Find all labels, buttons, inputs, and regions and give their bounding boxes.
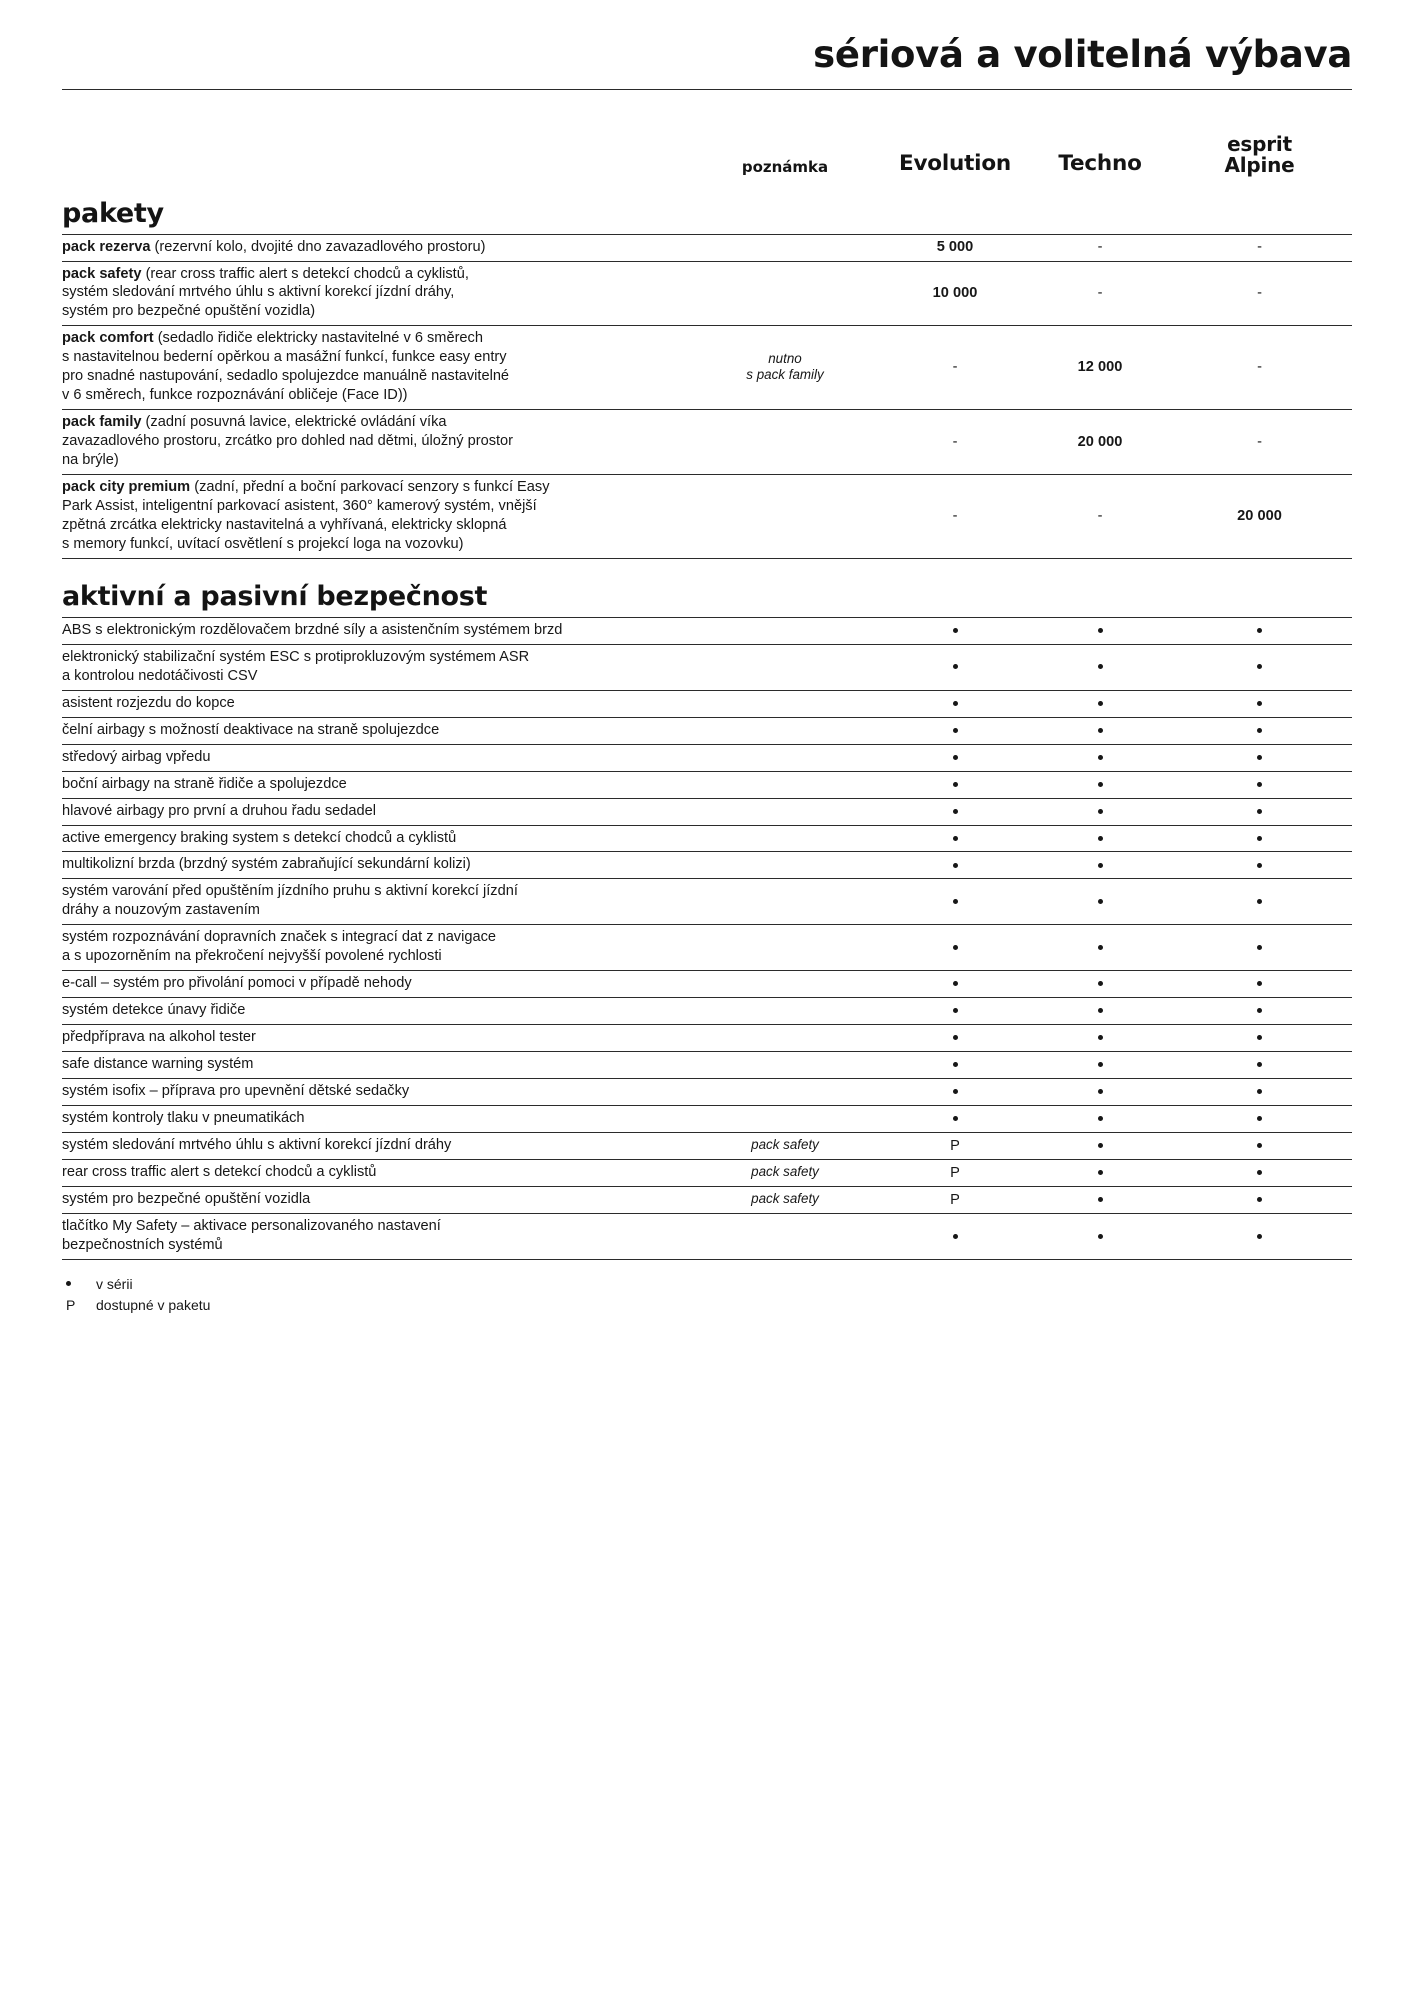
- value-evolution: [877, 879, 1033, 925]
- value-esprit-alpine: [1167, 1133, 1352, 1160]
- feature-label: systém detekce únavy řidiče: [62, 998, 693, 1025]
- page-title: sériová a volitelná výbava: [813, 33, 1352, 76]
- standard-dot-icon: [1098, 836, 1103, 841]
- feature-label: předpříprava na alkohol tester: [62, 1025, 693, 1052]
- value-evolution: [877, 1079, 1033, 1106]
- value-techno: -: [1033, 261, 1167, 326]
- value-techno: [1033, 1052, 1167, 1079]
- standard-dot-icon: [953, 664, 958, 669]
- value-esprit-alpine: [1167, 744, 1352, 771]
- feature-label: pack safety (rear cross traffic alert s detekcí chodců a cyklistů, systém sledování mrtvého úhlu s aktivní korekcí jízdní dráhy, systém pro bezpečné opuštění vozidla): [62, 261, 693, 326]
- feature-label: tlačítko My Safety – aktivace personalizovaného nastavení bezpečnostních systémů: [62, 1214, 693, 1260]
- standard-dot-icon: [1257, 782, 1262, 787]
- table-row: [62, 234, 1352, 261]
- feature-label: ABS s elektronickým rozdělovačem brzdné síly a asistenčním systémem brzd: [62, 617, 693, 644]
- standard-dot-icon: [1098, 782, 1103, 787]
- feature-label: pack comfort (sedadlo řidiče elektricky nastavitelné v 6 směrech s nastavitelnou bederní opěrkou a masážní funkcí, funkce easy entry pro snadné nastupování, sedadlo spolujezdce manuálně nastavitelné v 6 směrech, funkce rozpoznávání obličeje (Face ID)): [62, 326, 693, 410]
- standard-dot-icon: [953, 863, 958, 868]
- value-techno: [1033, 852, 1167, 879]
- standard-dot-icon: [1257, 1143, 1262, 1148]
- feature-label: pack city premium (zadní, přední a boční parkovací senzory s funkcí Easy Park Assist, inteligentní parkovací asistent, 360° kamerový systém, vnější zpětná zrcátka elektricky nastavitelná a vyhřívaná, elektricky sklopná s memory funkcí, uvítací osvětlení s projekcí loga na vozovku): [62, 475, 693, 559]
- standard-dot-icon: [953, 755, 958, 760]
- table-row: [62, 971, 1352, 998]
- table-row: [62, 1079, 1352, 1106]
- value-techno: [1033, 971, 1167, 998]
- value-evolution: P: [877, 1187, 1033, 1214]
- value-evolution: [877, 771, 1033, 798]
- legend-text: v sérii: [96, 1275, 133, 1292]
- document-header: [62, 0, 1352, 90]
- standard-dot-icon: [1098, 728, 1103, 733]
- feature-label: systém kontroly tlaku v pneumatikách: [62, 1106, 693, 1133]
- standard-dot-icon: [1257, 1089, 1262, 1094]
- feature-label: e-call – systém pro přivolání pomoci v případě nehody: [62, 971, 693, 998]
- feature-name: pack rezerva: [62, 238, 151, 255]
- standard-dot-icon: [1098, 1035, 1103, 1040]
- feature-note: [693, 771, 877, 798]
- value-evolution: 5 000: [877, 234, 1033, 261]
- standard-dot-icon: [1098, 809, 1103, 814]
- feature-note: pack safety: [693, 1133, 877, 1160]
- value-esprit-alpine: [1167, 798, 1352, 825]
- standard-dot-icon: [1257, 755, 1262, 760]
- value-esprit-alpine: [1167, 1187, 1352, 1214]
- value-evolution: [877, 998, 1033, 1025]
- value-techno: [1033, 1106, 1167, 1133]
- value-evolution: [877, 1106, 1033, 1133]
- standard-dot-icon: [1257, 628, 1262, 633]
- table-row: [62, 1106, 1352, 1133]
- table-row: [62, 644, 1352, 690]
- table-row: [62, 1214, 1352, 1260]
- standard-dot-icon: [953, 701, 958, 706]
- feature-note: [693, 644, 877, 690]
- feature-note: [693, 1025, 877, 1052]
- standard-dot-icon: [953, 1116, 958, 1121]
- feature-note: [693, 925, 877, 971]
- section-title: pakety: [62, 197, 164, 229]
- feature-note: pack safety: [693, 1187, 877, 1214]
- standard-dot-icon: [1098, 899, 1103, 904]
- value-techno: [1033, 1025, 1167, 1052]
- value-evolution: [877, 971, 1033, 998]
- standard-dot-icon: [953, 782, 958, 787]
- value-evolution: [877, 717, 1033, 744]
- standard-dot-icon: [1098, 1008, 1103, 1013]
- feature-label: multikolizní brzda (brzdný systém zabraňující sekundární kolizi): [62, 852, 693, 879]
- value-techno: -: [1033, 234, 1167, 261]
- standard-dot-icon: [1257, 863, 1262, 868]
- feature-note: pack safety: [693, 1160, 877, 1187]
- feature-note: nutno s pack family: [693, 326, 877, 410]
- value-evolution: P: [877, 1160, 1033, 1187]
- standard-dot-icon: [1257, 664, 1262, 669]
- value-esprit-alpine: [1167, 852, 1352, 879]
- feature-label: čelní airbagy s možností deaktivace na straně spolujezdce: [62, 717, 693, 744]
- standard-dot-icon: [953, 836, 958, 841]
- value-esprit-alpine: [1167, 644, 1352, 690]
- legend-row: [62, 1295, 1352, 1316]
- feature-label: boční airbagy na straně řidiče a spolujezdce: [62, 771, 693, 798]
- value-esprit-alpine: [1167, 617, 1352, 644]
- value-techno: [1033, 690, 1167, 717]
- value-evolution: -: [877, 410, 1033, 475]
- value-techno: [1033, 1133, 1167, 1160]
- value-evolution: [877, 690, 1033, 717]
- value-techno: [1033, 1079, 1167, 1106]
- feature-label: active emergency braking system s detekcí chodců a cyklistů: [62, 825, 693, 852]
- legend-key: P: [66, 1296, 76, 1313]
- equipment-table: [62, 90, 1352, 1260]
- standard-dot-icon: [1098, 1062, 1103, 1067]
- feature-label: středový airbag vpředu: [62, 744, 693, 771]
- feature-label: safe distance warning systém: [62, 1052, 693, 1079]
- column-header-evolution: Evolution: [898, 151, 1012, 177]
- table-row: [62, 1133, 1352, 1160]
- value-techno: [1033, 744, 1167, 771]
- feature-note: [693, 1106, 877, 1133]
- value-esprit-alpine: 20 000: [1167, 475, 1352, 559]
- table-row: [62, 690, 1352, 717]
- value-evolution: [877, 644, 1033, 690]
- standard-dot-icon: [1257, 1116, 1262, 1121]
- feature-note: [693, 261, 877, 326]
- feature-note: [693, 1079, 877, 1106]
- value-techno: [1033, 717, 1167, 744]
- table-row: [62, 261, 1352, 326]
- value-techno: 12 000: [1033, 326, 1167, 410]
- esprit-alpine-line-1: esprit: [1227, 132, 1292, 157]
- standard-dot-icon: [1257, 1170, 1262, 1175]
- feature-label: systém rozpoznávání dopravních značek s integrací dat z navigace a s upozorněním na překročení nejvyšší povolené rychlosti: [62, 925, 693, 971]
- value-esprit-alpine: [1167, 771, 1352, 798]
- column-header-note: poznámka: [741, 157, 829, 176]
- standard-dot-icon: [1257, 945, 1262, 950]
- feature-note: [693, 410, 877, 475]
- feature-note: [693, 717, 877, 744]
- table-row: [62, 1187, 1352, 1214]
- section-header-row: [62, 182, 1352, 234]
- value-techno: [1033, 998, 1167, 1025]
- table-row: [62, 998, 1352, 1025]
- value-evolution: -: [877, 326, 1033, 410]
- legend-key: [62, 1274, 96, 1295]
- table-row: [62, 475, 1352, 559]
- standard-dot-icon: [1257, 701, 1262, 706]
- value-esprit-alpine: [1167, 879, 1352, 925]
- value-techno: [1033, 825, 1167, 852]
- standard-dot-icon: [1098, 1143, 1103, 1148]
- value-esprit-alpine: [1167, 690, 1352, 717]
- standard-dot-icon: [1098, 1170, 1103, 1175]
- table-row: [62, 326, 1352, 410]
- legend: [62, 1274, 1352, 1316]
- standard-dot-icon: [953, 728, 958, 733]
- standard-dot-icon: [953, 1008, 958, 1013]
- feature-label: systém sledování mrtvého úhlu s aktivní korekcí jízdní dráhy: [62, 1133, 693, 1160]
- value-esprit-alpine: [1167, 825, 1352, 852]
- value-evolution: [877, 1214, 1033, 1260]
- value-esprit-alpine: -: [1167, 261, 1352, 326]
- value-esprit-alpine: [1167, 1079, 1352, 1106]
- standard-dot-icon: [953, 981, 958, 986]
- table-row: [62, 410, 1352, 475]
- value-evolution: [877, 1025, 1033, 1052]
- value-esprit-alpine: [1167, 717, 1352, 744]
- value-evolution: 10 000: [877, 261, 1033, 326]
- table-row: [62, 1025, 1352, 1052]
- value-esprit-alpine: [1167, 1160, 1352, 1187]
- esprit-alpine-line-2: Alpine: [1224, 153, 1295, 178]
- standard-dot-icon: [1098, 664, 1103, 669]
- section-header-row: [62, 565, 1352, 617]
- value-esprit-alpine: -: [1167, 234, 1352, 261]
- standard-dot-icon: [1098, 1197, 1103, 1202]
- value-evolution: [877, 744, 1033, 771]
- standard-dot-icon: [1098, 945, 1103, 950]
- value-techno: [1033, 1214, 1167, 1260]
- feature-label: pack rezerva (rezervní kolo, dvojité dno zavazadlového prostoru): [62, 234, 693, 261]
- legend-text: dostupné v paketu: [96, 1296, 211, 1313]
- standard-dot-icon: [1098, 701, 1103, 706]
- feature-label: pack family (zadní posuvná lavice, elektrické ovládání víka zavazadlového prostoru, zrcátko pro dohled nad dětmi, úložný prostor na brýle): [62, 410, 693, 475]
- feature-label: asistent rozjezdu do kopce: [62, 690, 693, 717]
- feature-name: pack city premium: [62, 479, 191, 496]
- standard-dot-icon: [66, 1281, 71, 1286]
- table-row: [62, 717, 1352, 744]
- column-header-techno: Techno: [1058, 151, 1142, 177]
- standard-dot-icon: [1257, 1234, 1262, 1239]
- standard-dot-icon: [953, 1062, 958, 1067]
- value-techno: [1033, 798, 1167, 825]
- table-row: [62, 744, 1352, 771]
- standard-dot-icon: [1257, 1008, 1262, 1013]
- standard-dot-icon: [953, 628, 958, 633]
- feature-note: [693, 879, 877, 925]
- table-header: [62, 90, 1352, 182]
- table-row: [62, 1160, 1352, 1187]
- feature-note: [693, 998, 877, 1025]
- standard-dot-icon: [1257, 1197, 1262, 1202]
- feature-note: [693, 798, 877, 825]
- table-body: [62, 182, 1352, 1260]
- feature-label: hlavové airbagy pro první a druhou řadu sedadel: [62, 798, 693, 825]
- standard-dot-icon: [953, 809, 958, 814]
- value-esprit-alpine: -: [1167, 326, 1352, 410]
- feature-note: [693, 234, 877, 261]
- value-evolution: [877, 617, 1033, 644]
- standard-dot-icon: [1098, 863, 1103, 868]
- value-esprit-alpine: [1167, 1052, 1352, 1079]
- value-evolution: -: [877, 475, 1033, 559]
- table-row: [62, 879, 1352, 925]
- feature-note: [693, 1214, 877, 1260]
- value-evolution: [877, 825, 1033, 852]
- standard-dot-icon: [1098, 1089, 1103, 1094]
- feature-note: [693, 475, 877, 559]
- feature-note: [693, 971, 877, 998]
- standard-dot-icon: [1098, 755, 1103, 760]
- feature-name: pack family: [62, 414, 142, 431]
- value-techno: -: [1033, 475, 1167, 559]
- feature-label: systém varování před opuštěním jízdního pruhu s aktivní korekcí jízdní dráhy a nouzovým zastavením: [62, 879, 693, 925]
- feature-note: [693, 1052, 877, 1079]
- standard-dot-icon: [1257, 899, 1262, 904]
- value-evolution: P: [877, 1133, 1033, 1160]
- table-row: [62, 925, 1352, 971]
- value-techno: [1033, 771, 1167, 798]
- value-evolution: [877, 852, 1033, 879]
- table-row: [62, 825, 1352, 852]
- legend-row: [62, 1274, 1352, 1295]
- standard-dot-icon: [953, 1035, 958, 1040]
- value-esprit-alpine: [1167, 998, 1352, 1025]
- standard-dot-icon: [953, 1089, 958, 1094]
- value-evolution: [877, 798, 1033, 825]
- value-esprit-alpine: [1167, 971, 1352, 998]
- feature-label: systém isofix – příprava pro upevnění dětské sedačky: [62, 1079, 693, 1106]
- value-esprit-alpine: [1167, 1025, 1352, 1052]
- value-evolution: [877, 925, 1033, 971]
- feature-note: [693, 617, 877, 644]
- standard-dot-icon: [1257, 981, 1262, 986]
- feature-label: elektronický stabilizační systém ESC s protiprokluzovým systémem ASR a kontrolou nedotáčivosti CSV: [62, 644, 693, 690]
- value-techno: 20 000: [1033, 410, 1167, 475]
- feature-note: [693, 690, 877, 717]
- feature-name: pack safety: [62, 265, 142, 282]
- feature-note: [693, 744, 877, 771]
- standard-dot-icon: [1257, 836, 1262, 841]
- feature-note: [693, 852, 877, 879]
- standard-dot-icon: [1098, 1116, 1103, 1121]
- standard-dot-icon: [953, 899, 958, 904]
- value-esprit-alpine: [1167, 1214, 1352, 1260]
- feature-label: rear cross traffic alert s detekcí chodců a cyklistů: [62, 1160, 693, 1187]
- table-row: [62, 852, 1352, 879]
- header-feature-column: [62, 90, 693, 182]
- standard-dot-icon: [1098, 628, 1103, 633]
- feature-label: systém pro bezpečné opuštění vozidla: [62, 1187, 693, 1214]
- standard-dot-icon: [1098, 1234, 1103, 1239]
- table-row: [62, 1052, 1352, 1079]
- standard-dot-icon: [1257, 1035, 1262, 1040]
- feature-note: [693, 825, 877, 852]
- standard-dot-icon: [1257, 1062, 1262, 1067]
- section-title: aktivní a pasivní bezpečnost: [62, 581, 488, 613]
- standard-dot-icon: [1257, 728, 1262, 733]
- value-esprit-alpine: [1167, 1106, 1352, 1133]
- value-esprit-alpine: [1167, 925, 1352, 971]
- value-techno: [1033, 617, 1167, 644]
- value-esprit-alpine: -: [1167, 410, 1352, 475]
- standard-dot-icon: [1098, 981, 1103, 986]
- table-row: [62, 617, 1352, 644]
- value-techno: [1033, 925, 1167, 971]
- table-row: [62, 771, 1352, 798]
- standard-dot-icon: [953, 1234, 958, 1239]
- value-evolution: [877, 1052, 1033, 1079]
- value-techno: [1033, 1160, 1167, 1187]
- value-techno: [1033, 879, 1167, 925]
- standard-dot-icon: [953, 945, 958, 950]
- column-header-esprit-alpine: [1167, 90, 1352, 182]
- table-row: [62, 798, 1352, 825]
- feature-name: pack comfort: [62, 330, 154, 347]
- value-techno: [1033, 1187, 1167, 1214]
- standard-dot-icon: [1257, 809, 1262, 814]
- value-techno: [1033, 644, 1167, 690]
